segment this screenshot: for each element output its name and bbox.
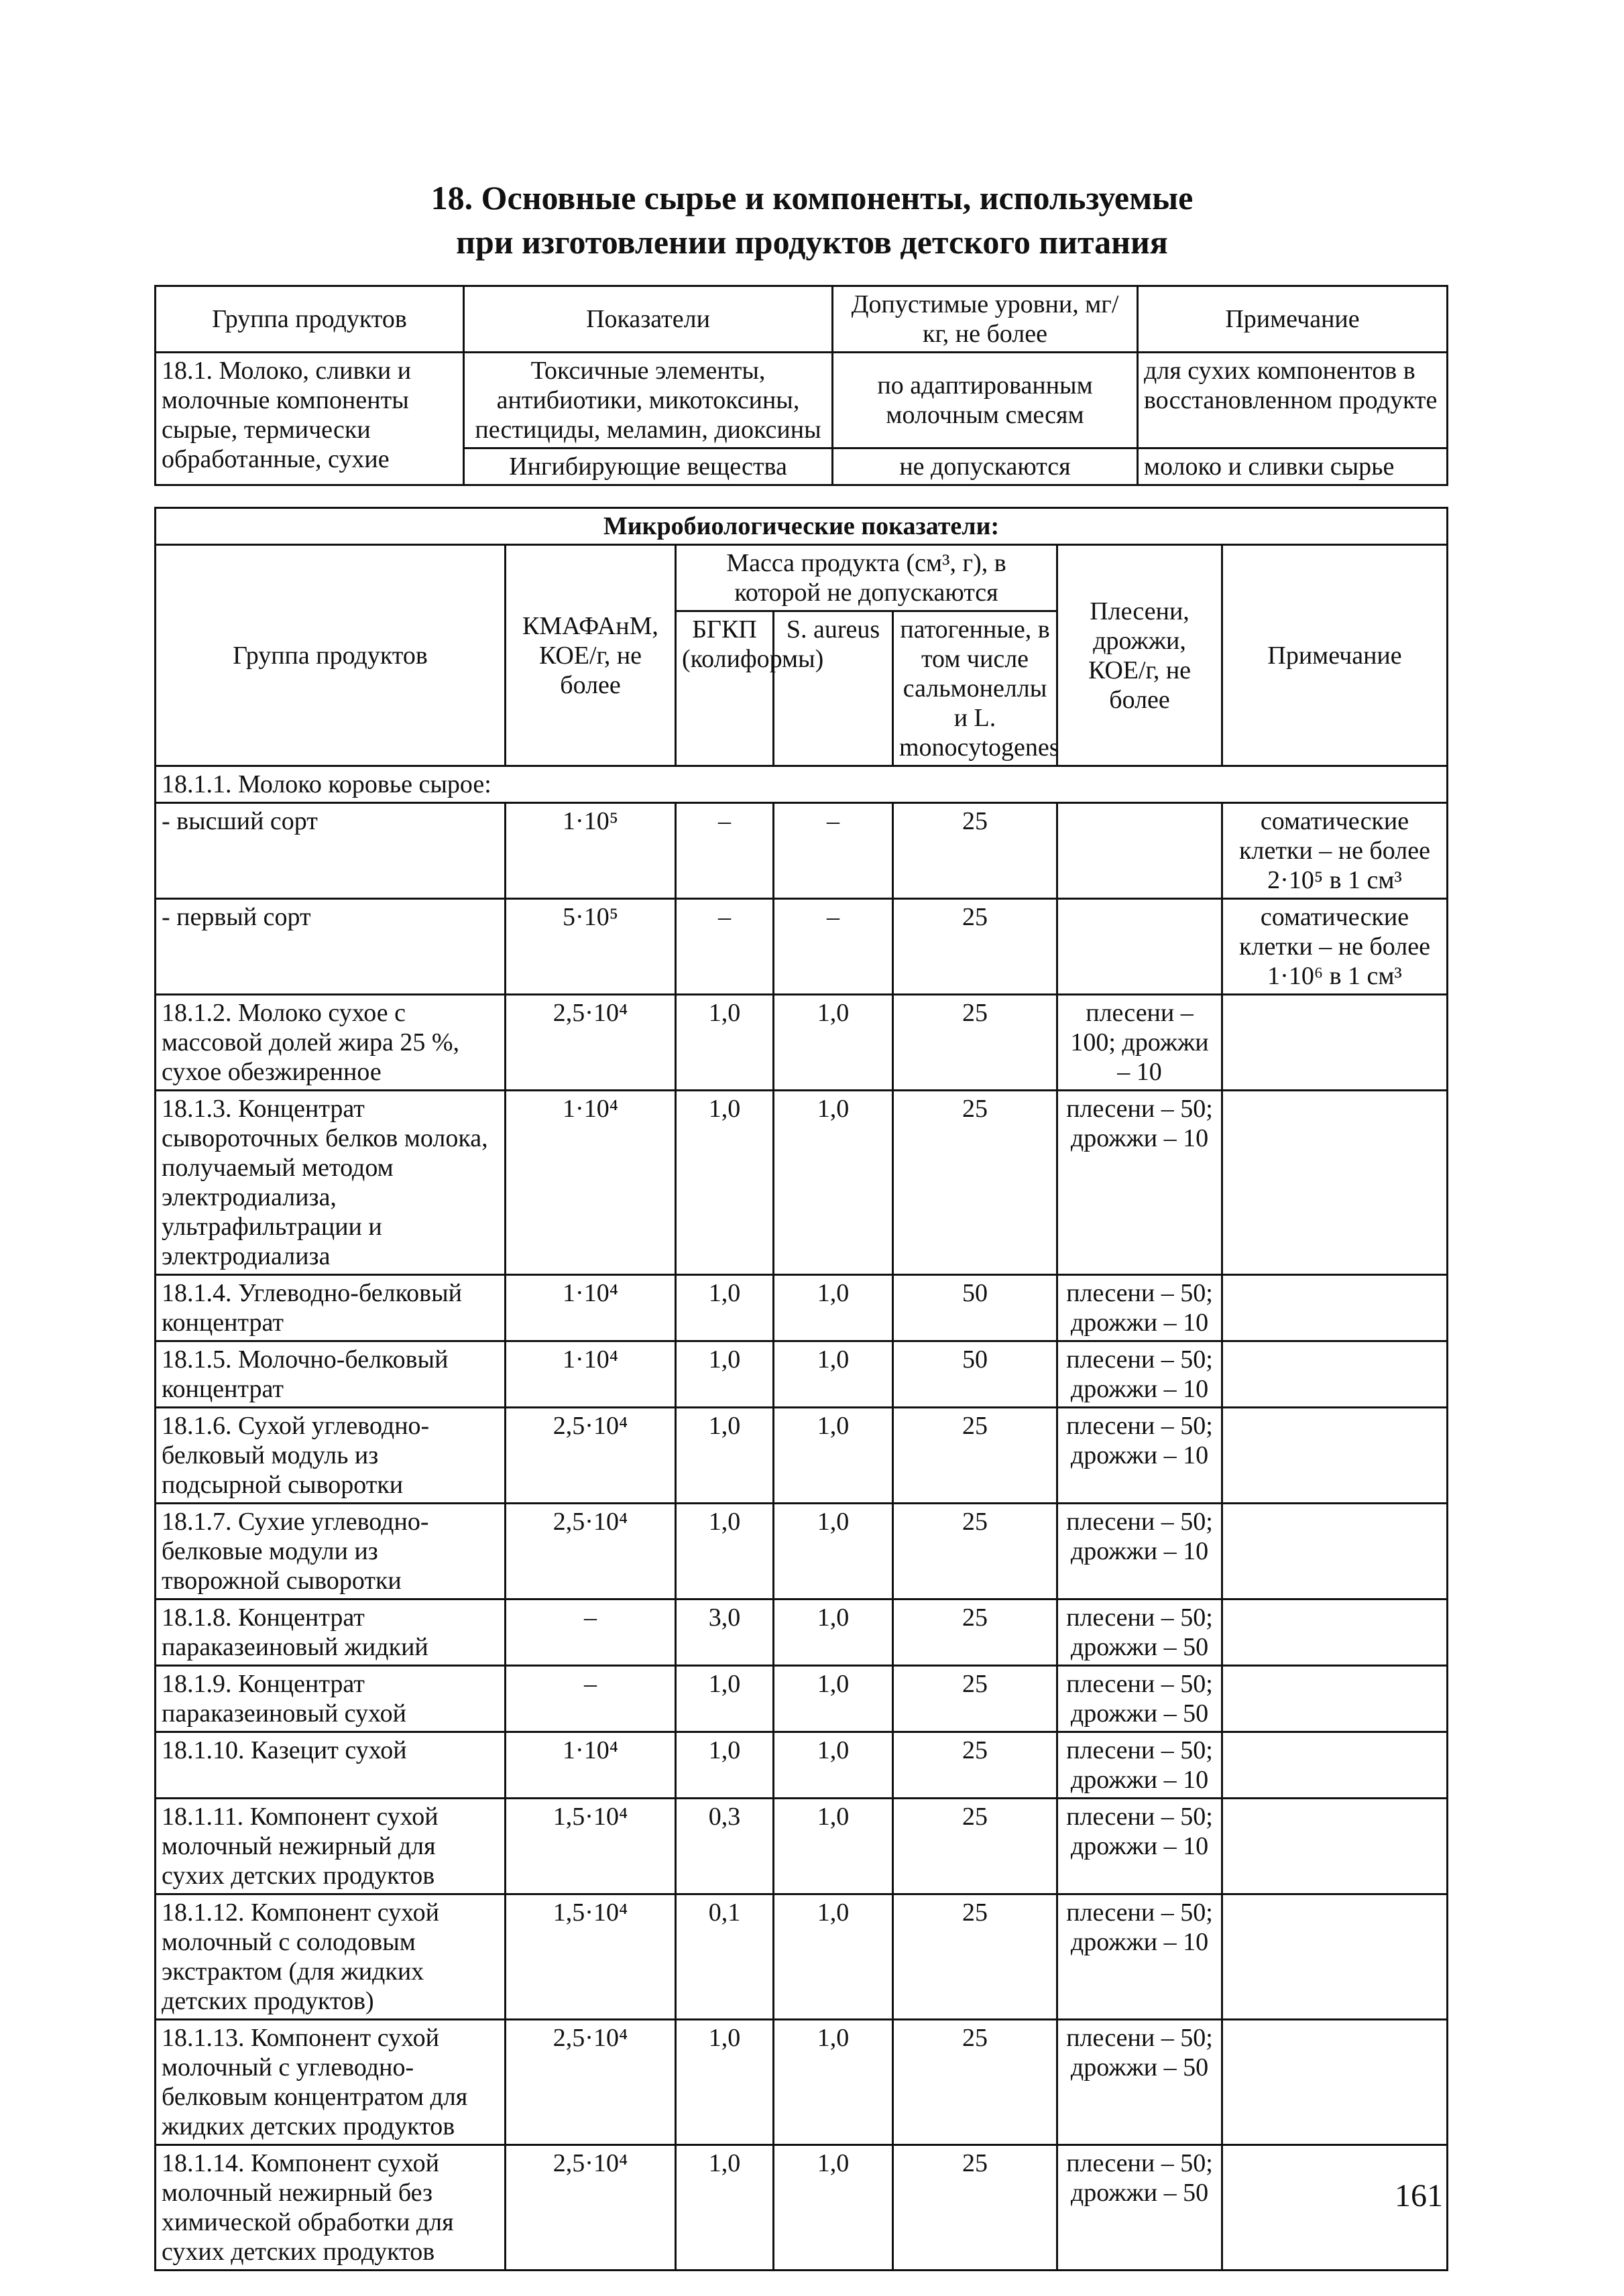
kmafanm-cell: 2,5·10⁴: [506, 1408, 676, 1504]
bgkp-cell: 1,0: [676, 1275, 774, 1341]
note-cell: [1222, 2020, 1448, 2145]
product-group-cell: 18.1. Молоко, сливки и молочные компоненты сырые, термически обработанные, сухие: [156, 353, 464, 485]
table-row: [156, 1504, 1448, 1599]
level-cell: не допускаются: [833, 448, 1138, 485]
table-row: [156, 1091, 1448, 1275]
saureus-cell: 1,0: [774, 1599, 893, 1666]
kmafanm-cell: 5·10⁵: [506, 899, 676, 995]
note-cell: соматические клетки – не более 1·10⁶ в 1 см³: [1222, 899, 1448, 995]
mold-cell: плесени – 50; дрожжи – 10: [1057, 1504, 1222, 1599]
indicator-cell: Токсичные элементы, антибиотики, микотоксины, пестициды, меламин, диоксины: [464, 353, 833, 448]
microbiology-rows: [156, 803, 1448, 2271]
kmafanm-cell: 2,5·10⁴: [506, 2020, 676, 2145]
row-name-cell: - высший сорт: [156, 803, 506, 899]
kmafanm-cell: 1,5·10⁴: [506, 1799, 676, 1894]
note-cell: [1222, 1408, 1448, 1504]
level-cell: по адаптированным молочным смесям: [833, 353, 1138, 448]
row-name-cell: 18.1.14. Компонент сухой молочный нежирный без химической обработки для сухих детских продуктов: [156, 2145, 506, 2271]
note-cell: для сухих компонентов в восстановленном продукте: [1138, 353, 1448, 448]
note-cell: [1222, 1666, 1448, 1732]
kmafanm-cell: –: [506, 1666, 676, 1732]
microbiology-table: [154, 507, 1448, 2271]
bgkp-cell: 1,0: [676, 1091, 774, 1275]
note-cell: [1222, 1732, 1448, 1799]
row-name-cell: 18.1.9. Концентрат параказеиновый сухой: [156, 1666, 506, 1732]
row-name-cell: 18.1.11. Компонент сухой молочный нежирный для сухих детских продуктов: [156, 1799, 506, 1894]
bgkp-cell: 1,0: [676, 1666, 774, 1732]
pathogens-cell: 25: [893, 1894, 1057, 2020]
saureus-cell: 1,0: [774, 1732, 893, 1799]
row-name-cell: 18.1.2. Молоко сухое с массовой долей жира 25 %, сухое обезжиренное: [156, 995, 506, 1091]
note-cell: [1222, 1341, 1448, 1408]
row-name-cell: 18.1.5. Молочно-белковый концентрат: [156, 1341, 506, 1408]
pathogens-cell: 25: [893, 1504, 1057, 1599]
bgkp-cell: –: [676, 803, 774, 899]
table-header-row: [156, 545, 1448, 611]
header-kmafanm: КМАФАнМ, КОЕ/г, не более: [506, 545, 676, 766]
pathogens-cell: 25: [893, 1666, 1057, 1732]
note-cell: соматические клетки – не более 2·10⁵ в 1 см³: [1222, 803, 1448, 899]
saureus-cell: 1,0: [774, 1894, 893, 2020]
row-name-cell: 18.1.10. Казецит сухой: [156, 1732, 506, 1799]
kmafanm-cell: 2,5·10⁴: [506, 1504, 676, 1599]
table-row: [156, 1666, 1448, 1732]
table-row: [156, 803, 1448, 899]
saureus-cell: 1,0: [774, 1504, 893, 1599]
saureus-cell: 1,0: [774, 995, 893, 1091]
row-name-cell: 18.1.13. Компонент сухой молочный с углеводно-белковым концентратом для жидких детских продуктов: [156, 2020, 506, 2145]
mold-cell: плесени – 50; дрожжи – 50: [1057, 2145, 1222, 2271]
note-cell: [1222, 1091, 1448, 1275]
contaminants-table: [154, 285, 1448, 486]
mold-cell: плесени – 100; дрожжи – 10: [1057, 995, 1222, 1091]
bgkp-cell: 0,1: [676, 1894, 774, 2020]
kmafanm-cell: 2,5·10⁴: [506, 2145, 676, 2271]
table-row: [156, 353, 1448, 448]
header-pathogens: патогенные, в том числе сальмонеллы и L. monocytogenes: [893, 611, 1057, 766]
bgkp-cell: 1,0: [676, 1408, 774, 1504]
kmafanm-cell: 2,5·10⁴: [506, 995, 676, 1091]
saureus-cell: 1,0: [774, 1341, 893, 1408]
bgkp-cell: 1,0: [676, 1504, 774, 1599]
header-levels: Допустимые уровни, мг/кг, не более: [833, 286, 1138, 353]
table-row: [156, 995, 1448, 1091]
table-caption-row: [156, 508, 1448, 545]
mold-cell: плесени – 50; дрожжи – 10: [1057, 1091, 1222, 1275]
kmafanm-cell: 1·10⁵: [506, 803, 676, 899]
mold-cell: плесени – 50; дрожжи – 10: [1057, 1408, 1222, 1504]
note-cell: [1222, 1599, 1448, 1666]
pathogens-cell: 25: [893, 2020, 1057, 2145]
table-row: [156, 2020, 1448, 2145]
pathogens-cell: 25: [893, 1408, 1057, 1504]
row-name-cell: 18.1.4. Углеводно-белковый концентрат: [156, 1275, 506, 1341]
mold-cell: [1057, 899, 1222, 995]
bgkp-cell: 0,3: [676, 1799, 774, 1894]
mold-cell: плесени – 50; дрожжи – 10: [1057, 1732, 1222, 1799]
mold-cell: плесени – 50; дрожжи – 50: [1057, 1599, 1222, 1666]
pathogens-cell: 25: [893, 803, 1057, 899]
header-mass: Масса продукта (см³, г), в которой не допускаются: [676, 545, 1057, 611]
table-row: [156, 2145, 1448, 2271]
row-name-cell: 18.1.6. Сухой углеводно-белковый модуль из подсырной сыворотки: [156, 1408, 506, 1504]
saureus-cell: 1,0: [774, 2020, 893, 2145]
note-cell: [1222, 1504, 1448, 1599]
table-row: [156, 1408, 1448, 1504]
table-row: [156, 1275, 1448, 1341]
header-saureus: S. aureus: [774, 611, 893, 766]
table-row: [156, 1894, 1448, 2020]
saureus-cell: 1,0: [774, 1275, 893, 1341]
mold-cell: плесени – 50; дрожжи – 50: [1057, 1666, 1222, 1732]
note-cell: молоко и сливки сырье: [1138, 448, 1448, 485]
subgroup-label: 18.1.1. Молоко коровье сырое:: [156, 766, 1448, 803]
row-name-cell: 18.1.3. Концентрат сывороточных белков молока, получаемый методом электродиализа, ультрафильтрации и электродиализа: [156, 1091, 506, 1275]
pathogens-cell: 25: [893, 2145, 1057, 2271]
table-row: [156, 1341, 1448, 1408]
row-name-cell: 18.1.12. Компонент сухой молочный с солодовым экстрактом (для жидких детских продуктов): [156, 1894, 506, 2020]
bgkp-cell: –: [676, 899, 774, 995]
note-cell: [1222, 1799, 1448, 1894]
pathogens-cell: 25: [893, 1091, 1057, 1275]
pathogens-cell: 25: [893, 1732, 1057, 1799]
header-note: Примечание: [1222, 545, 1448, 766]
bgkp-cell: 1,0: [676, 995, 774, 1091]
kmafanm-cell: 1,5·10⁴: [506, 1894, 676, 2020]
saureus-cell: 1,0: [774, 1408, 893, 1504]
kmafanm-cell: –: [506, 1599, 676, 1666]
saureus-cell: 1,0: [774, 2145, 893, 2271]
note-cell: [1222, 995, 1448, 1091]
mold-cell: плесени – 50; дрожжи – 10: [1057, 1799, 1222, 1894]
pathogens-cell: 25: [893, 1799, 1057, 1894]
bgkp-cell: 1,0: [676, 2145, 774, 2271]
table-caption: Микробиологические показатели:: [156, 508, 1448, 545]
table-row: [156, 1599, 1448, 1666]
header-group: Группа продуктов: [156, 286, 464, 353]
page-number: 161: [1395, 2178, 1443, 2214]
bgkp-cell: 1,0: [676, 1341, 774, 1408]
row-name-cell: 18.1.7. Сухие углеводно-белковые модули из творожной сыворотки: [156, 1504, 506, 1599]
mold-cell: плесени – 50; дрожжи – 10: [1057, 1894, 1222, 2020]
bgkp-cell: 3,0: [676, 1599, 774, 1666]
kmafanm-cell: 1·10⁴: [506, 1732, 676, 1799]
mold-cell: плесени – 50; дрожжи – 10: [1057, 1341, 1222, 1408]
indicator-cell: Ингибирующие вещества: [464, 448, 833, 485]
bgkp-cell: 1,0: [676, 1732, 774, 1799]
header-mold: Плесени, дрожжи, КОЕ/г, не более: [1057, 545, 1222, 766]
mold-cell: плесени – 50; дрожжи – 10: [1057, 1275, 1222, 1341]
kmafanm-cell: 1·10⁴: [506, 1341, 676, 1408]
kmafanm-cell: 1·10⁴: [506, 1091, 676, 1275]
saureus-cell: 1,0: [774, 1799, 893, 1894]
table-row: [156, 1799, 1448, 1894]
header-note: Примечание: [1138, 286, 1448, 353]
note-cell: [1222, 1275, 1448, 1341]
row-name-cell: 18.1.8. Концентрат параказеиновый жидкий: [156, 1599, 506, 1666]
table-row: [156, 1732, 1448, 1799]
bgkp-cell: 1,0: [676, 2020, 774, 2145]
header-group: Группа продуктов: [156, 545, 506, 766]
title-line-1: 18. Основные сырье и компоненты, используемые: [430, 179, 1194, 217]
pathogens-cell: 50: [893, 1341, 1057, 1408]
note-cell: [1222, 1894, 1448, 2020]
pathogens-cell: 50: [893, 1275, 1057, 1341]
header-indicators: Показатели: [464, 286, 833, 353]
saureus-cell: 1,0: [774, 1666, 893, 1732]
subgroup-row: [156, 766, 1448, 803]
title-line-2: при изготовлении продуктов детского питания: [456, 223, 1168, 261]
saureus-cell: –: [774, 803, 893, 899]
mold-cell: [1057, 803, 1222, 899]
section-title: [0, 176, 1624, 264]
kmafanm-cell: 1·10⁴: [506, 1275, 676, 1341]
mold-cell: плесени – 50; дрожжи – 50: [1057, 2020, 1222, 2145]
table-row: [156, 899, 1448, 995]
saureus-cell: –: [774, 899, 893, 995]
header-bgkp: БГКП (колиформы): [676, 611, 774, 766]
table-header-row: [156, 286, 1448, 353]
row-name-cell: - первый сорт: [156, 899, 506, 995]
saureus-cell: 1,0: [774, 1091, 893, 1275]
pathogens-cell: 25: [893, 1599, 1057, 1666]
pathogens-cell: 25: [893, 899, 1057, 995]
pathogens-cell: 25: [893, 995, 1057, 1091]
